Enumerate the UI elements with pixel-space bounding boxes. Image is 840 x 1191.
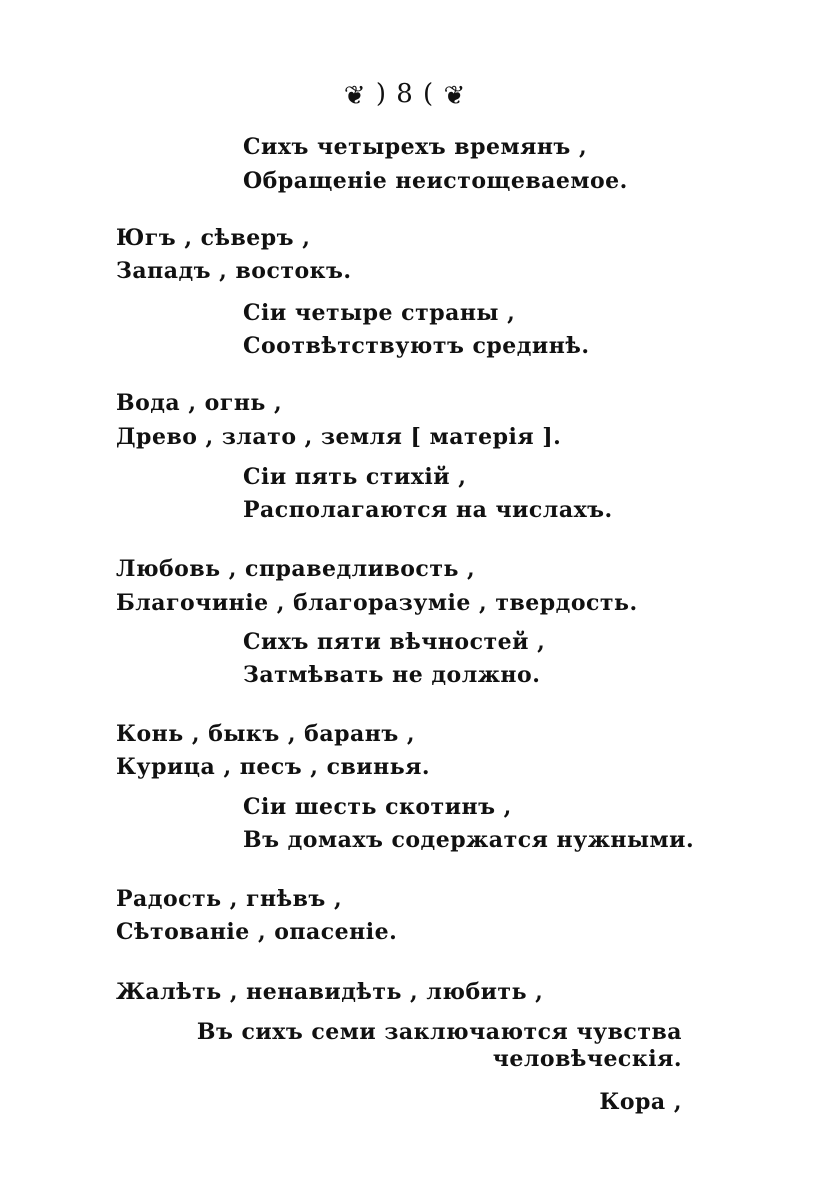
page-header (0, 78, 810, 112)
verse-line: Сіи шесть скотинъ , (243, 794, 512, 820)
verse-line: Вода , огнь , (116, 390, 283, 416)
ornament-right-icon: ❦ (443, 81, 467, 111)
verse-line: Сіи пять стихій , (243, 464, 467, 490)
verse-line: Въ домахъ содержатся нужными. (243, 827, 695, 853)
page-number: ) 8 ( (375, 79, 435, 109)
verse-line: Благочиніе , благоразуміе , твердость. (116, 590, 638, 616)
verse-line: Радость , гнѣвъ , (116, 886, 343, 912)
verse-line: Западъ , востокъ. (116, 258, 352, 284)
verse-line: Сихъ четырехъ времянъ , (243, 134, 588, 160)
verse-line: Древо , злато , земля [ матерія ]. (116, 424, 562, 450)
verse-line: Соотвѣтствуютъ срединѣ. (243, 333, 590, 359)
verse-line: Любовь , справедливость , (116, 556, 476, 582)
verse-line: Курица , песъ , свинья. (116, 754, 431, 780)
verse-line: Сѣтованіе , опасеніе. (116, 919, 398, 945)
ornament-left-icon: ❦ (343, 81, 367, 111)
verse-line: Обращеніе неистощеваемое. (243, 168, 628, 194)
catchword: Кора , (599, 1089, 682, 1115)
verse-line: человѣческія. (492, 1046, 682, 1072)
verse-line: Располагаются на числахъ. (243, 497, 613, 523)
verse-line: Затмѣвать не должно. (243, 662, 541, 688)
verse-line: Конь , быкъ , баранъ , (116, 721, 416, 747)
verse-line: Въ сихъ семи заключаются чувства (196, 1019, 682, 1045)
verse-line: Сіи четыре страны , (243, 300, 516, 326)
verse-line: Сихъ пяти вѣчностей , (243, 629, 546, 655)
verse-line: Жалѣть , ненавидѣть , любить , (116, 979, 544, 1005)
verse-line: Югъ , сѣверъ , (116, 225, 311, 251)
